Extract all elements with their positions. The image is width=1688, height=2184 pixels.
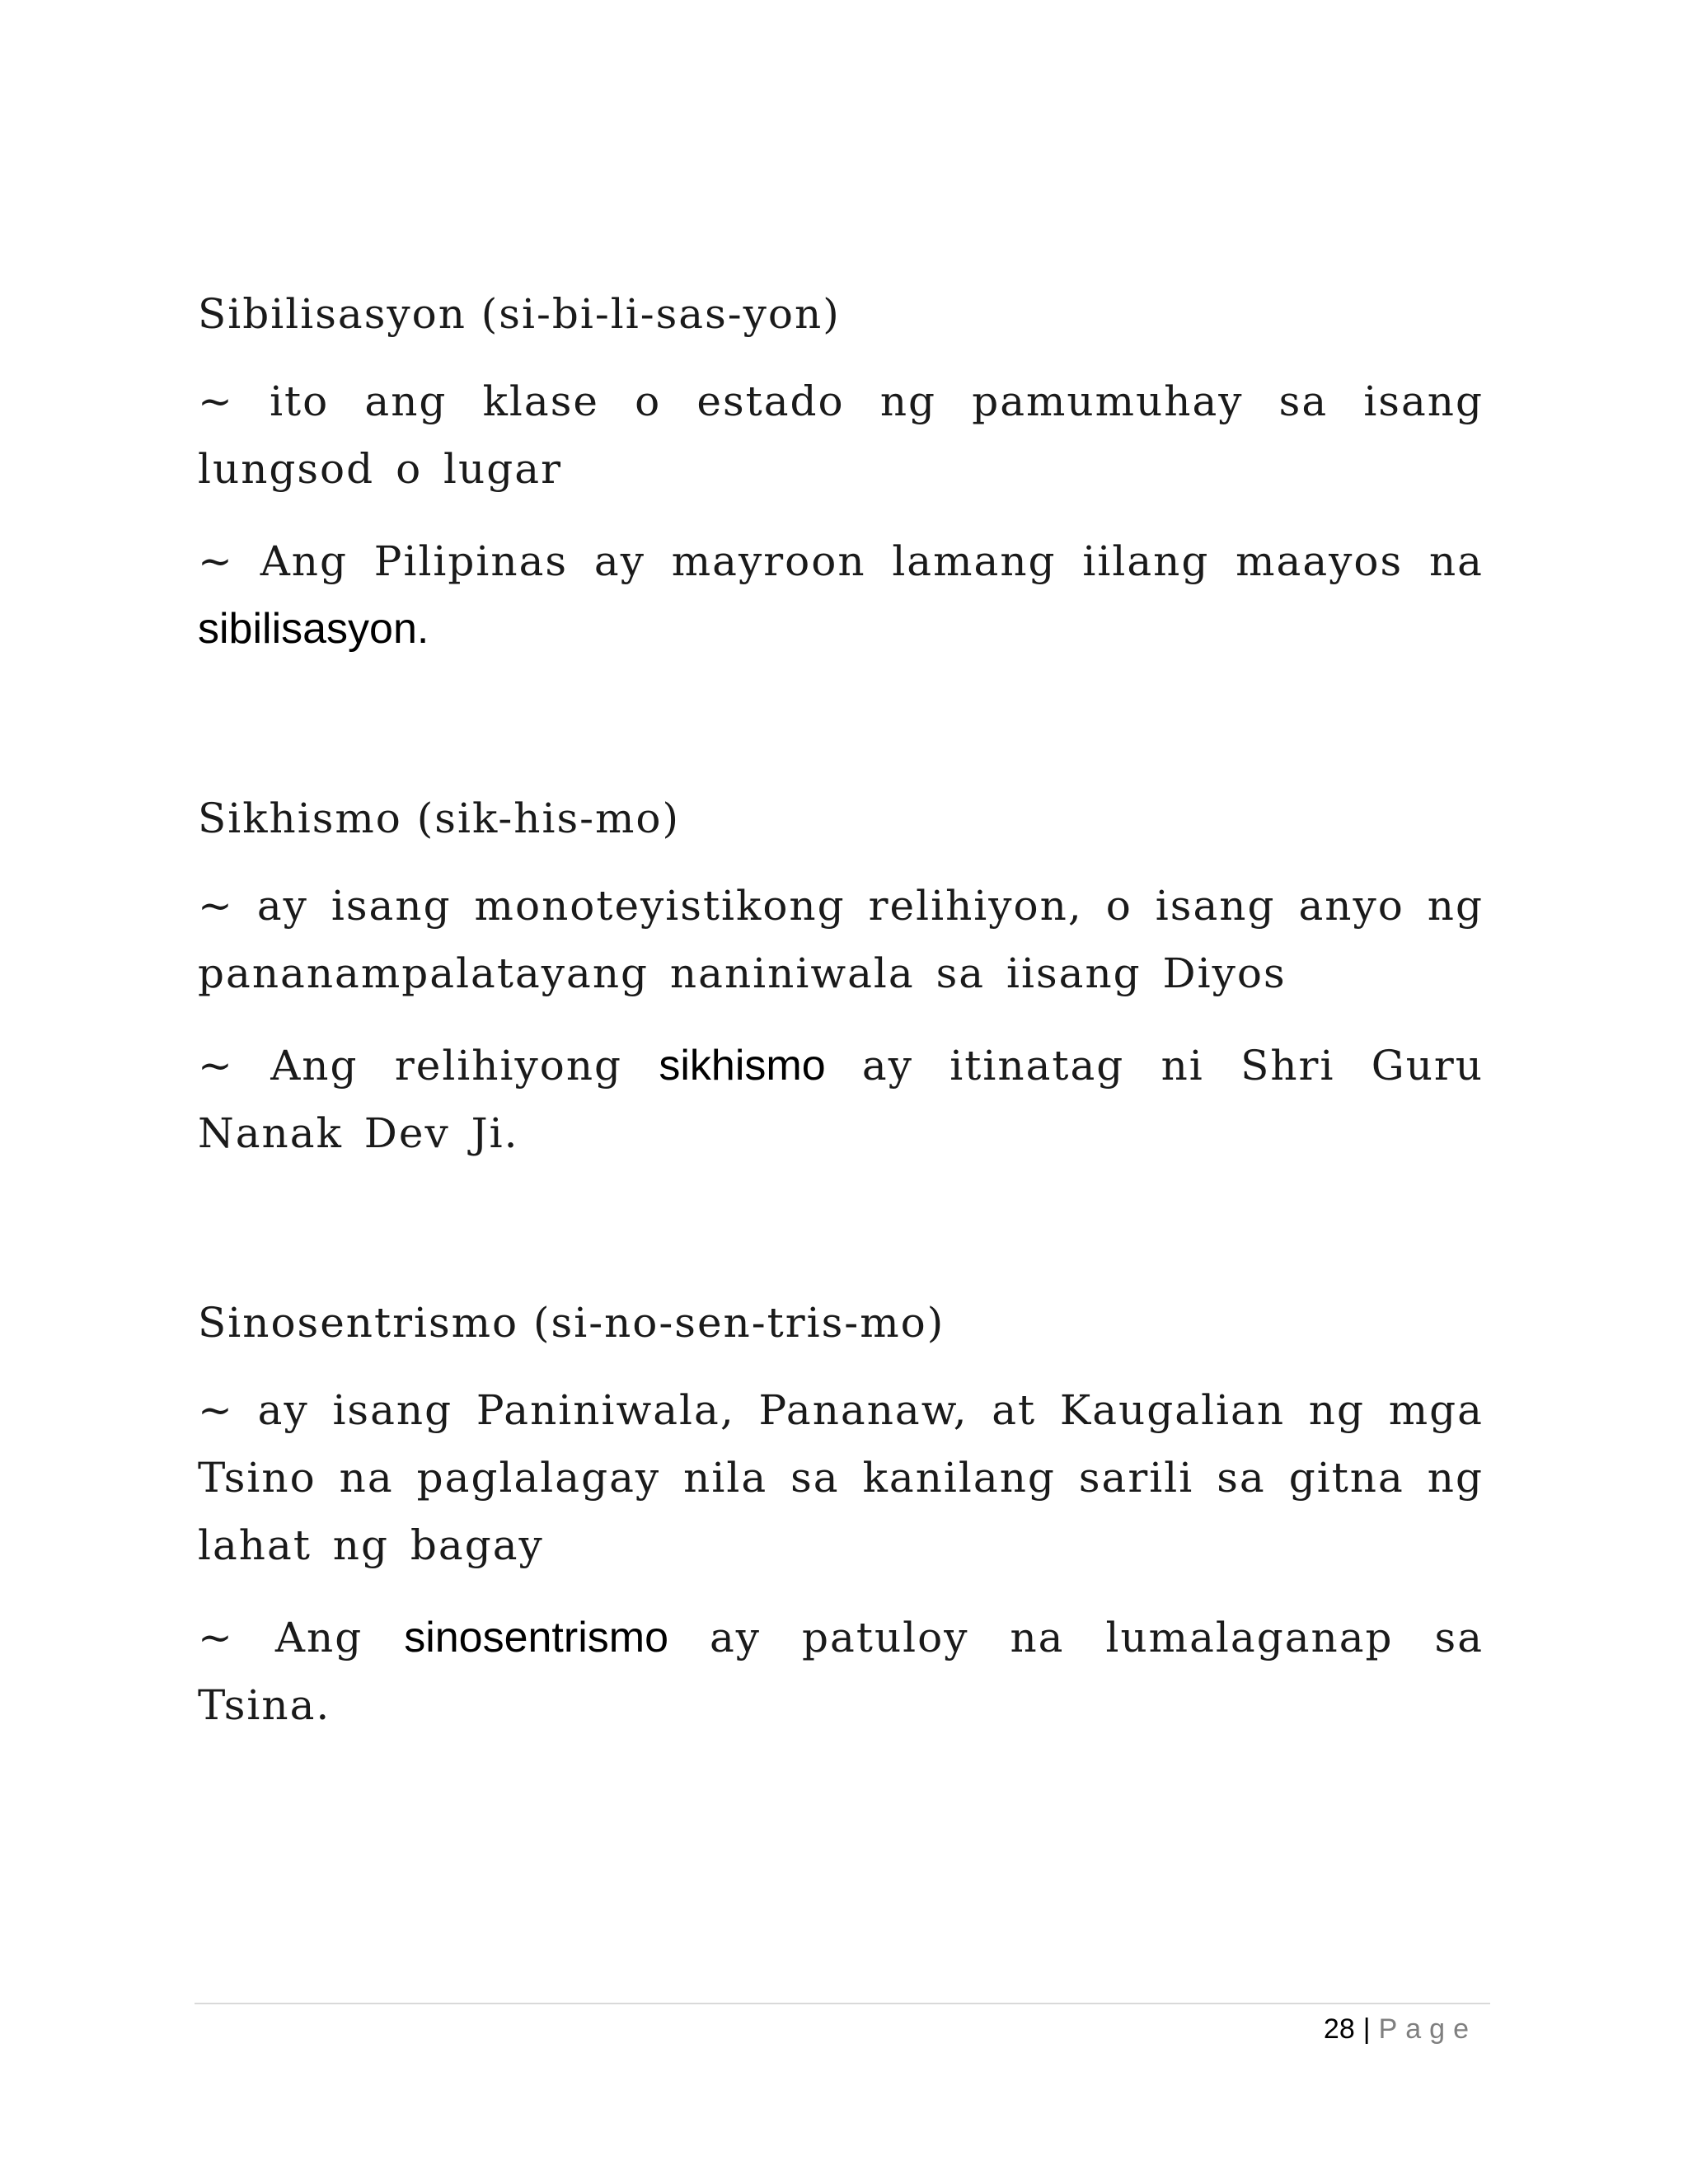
glossary-definition: ~ ay isang monoteyistikong relihiyon, o isang anyo ng pananampalatayang naniniwala sa iisang Diyos [198,882,1484,997]
example-text: ~ Ang [198,1614,405,1661]
glossary-example [198,1032,1484,1167]
glossary-term: Sibilisasyon (si-bi-li-sas-yon) [198,290,841,338]
page-number: 28 [1323,2013,1355,2045]
page-footer [1324,2004,1477,2054]
example-text-end: ay patuloy na lumalaganap sa Tsina. [198,1614,1484,1729]
glossary-definition: ~ ito ang klase o estado ng pamumuhay sa isang lungsod o lugar [198,377,1484,493]
glossary-term: Sikhismo (sik-his-mo) [198,794,681,842]
glossary-entry [198,1289,1484,1739]
example-text: ~ Ang relihiyong [198,1042,659,1090]
glossary-entry [198,785,1484,1167]
glossary-example [198,1604,1484,1739]
glossary-term: Sinosentrismo (si-no-sen-tris-mo) [198,1299,945,1347]
page-label: Page [1378,2013,1477,2045]
glossary-definition: ~ ay isang Paniniwala, Pananaw, at Kaugalian ng mga Tsino na paglalagay nila sa kanilang sarili sa gitna ng lahat ng bagay [198,1386,1484,1569]
glossary-example [198,527,1484,663]
example-keyword: sibilisasyon. [198,605,429,653]
example-keyword: sinosentrismo [404,1614,668,1661]
footer-divider [195,2003,1490,2004]
example-text-end: ay itinatag ni Shri Guru Nanak Dev Ji. [198,1042,1484,1157]
glossary-entry [198,280,1484,663]
example-text: ~ Ang Pilipinas ay mayroon lamang iilang maayos na [198,537,1484,585]
example-keyword: sikhismo [659,1042,826,1090]
glossary-content [198,280,1484,1861]
footer-separator: | [1362,2013,1371,2045]
